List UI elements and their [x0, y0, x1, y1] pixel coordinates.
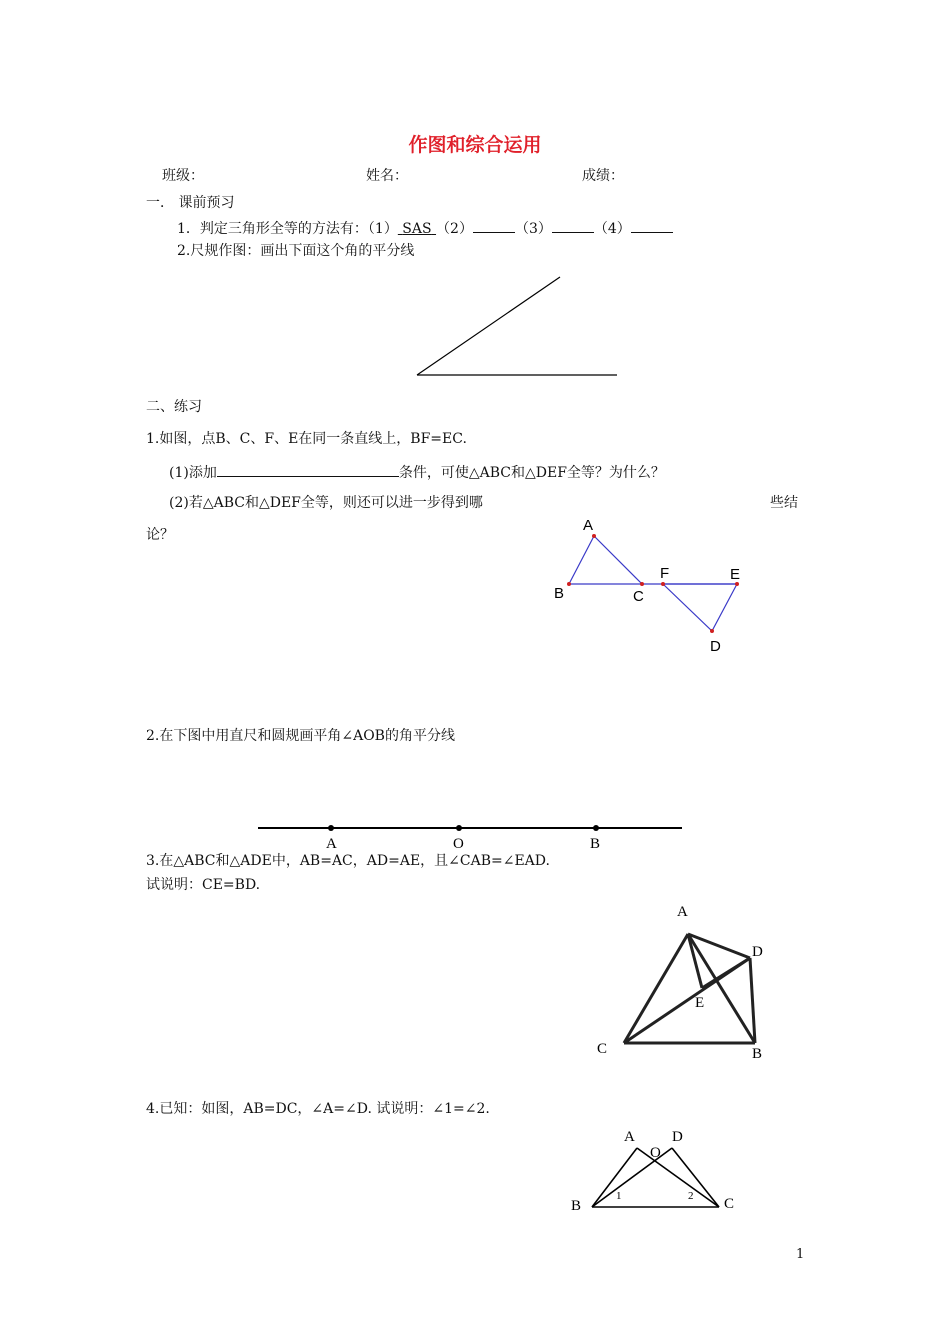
fig4-label-a: A [624, 1129, 635, 1145]
fig2-label-b: B [590, 836, 601, 852]
fig2-label-a: A [326, 836, 337, 852]
problem-1-intro: 1.如图，点B、C、F、E在同一条直线上，BF=EC. [146, 431, 467, 447]
section1-heading: 一． 课前预习 [146, 195, 235, 211]
fig1-label-c: C [633, 588, 644, 605]
class-label: 班级： [162, 168, 204, 184]
fig3-label-d: D [752, 944, 763, 960]
fig4-label-d: D [672, 1129, 683, 1145]
fig1-label-d: D [710, 638, 721, 655]
q1-part4: （4） [593, 221, 631, 237]
score-label: 成绩： [582, 168, 624, 184]
straight-angle-figure [258, 825, 682, 852]
fig4-angle-1: 1 [616, 1190, 622, 1202]
fig3-label-e: E [695, 995, 705, 1011]
fig4-label-c: C [724, 1196, 735, 1212]
name-label: 姓名： [366, 168, 408, 184]
fig1-label-e: E [730, 566, 741, 583]
fig4-label-b: B [571, 1198, 582, 1214]
section2-heading: 二、练习 [146, 399, 202, 415]
problem-1-part-b-tail: 些结 [770, 495, 798, 511]
q1-part3: （3） [514, 221, 552, 237]
fig2-label-o: O [453, 836, 464, 852]
triangles-abc-ade-figure [624, 934, 755, 1043]
problem-2: 2.在下图中用直尺和圆规画平角∠AOB的角平分线 [146, 728, 455, 744]
fig1-label-a: A [583, 517, 594, 534]
angle-figure [417, 277, 617, 375]
p1a-suffix: 条件，可使△ABC和△DEF全等？为什么？ [398, 465, 665, 481]
fig4-angle-2: 2 [688, 1190, 694, 1202]
fig3-label-b: B [752, 1046, 763, 1062]
p1a-prefix: (1)添加 [169, 465, 217, 481]
problem-3-line1: 3.在△ABC和△ADE中，AB=AC，AD=AE，且∠CAB=∠EAD. [146, 853, 550, 869]
fig1-label-b: B [554, 585, 565, 602]
question-1-2: 2.尺规作图：画出下面这个角的平分线 [177, 243, 415, 259]
q1-answer-sas: SAS [402, 221, 432, 237]
problem-4: 4.已知：如图，AB=DC，∠A=∠D. 试说明：∠1=∠2. [146, 1101, 490, 1117]
fig1-label-f: F [660, 565, 670, 582]
problem-1-part-b: (2)若△ABC和△DEF全等，则还可以进一步得到哪 [169, 495, 483, 511]
fig3-label-a: A [677, 904, 688, 920]
page-title: 作图和综合运用 [408, 134, 542, 156]
page-number: 1 [796, 1247, 805, 1262]
q1-part2: （2） [436, 221, 473, 237]
fig4-label-o: O [650, 1145, 661, 1161]
q1-prefix: 1．判定三角形全等的方法有：（1） [177, 221, 398, 237]
fig3-label-c: C [597, 1041, 608, 1057]
triangles-abc-def-figure [554, 517, 740, 655]
problem-1-part-b-cont: 论？ [146, 527, 174, 543]
problem-3-line2: 试说明：CE=BD. [146, 877, 261, 893]
